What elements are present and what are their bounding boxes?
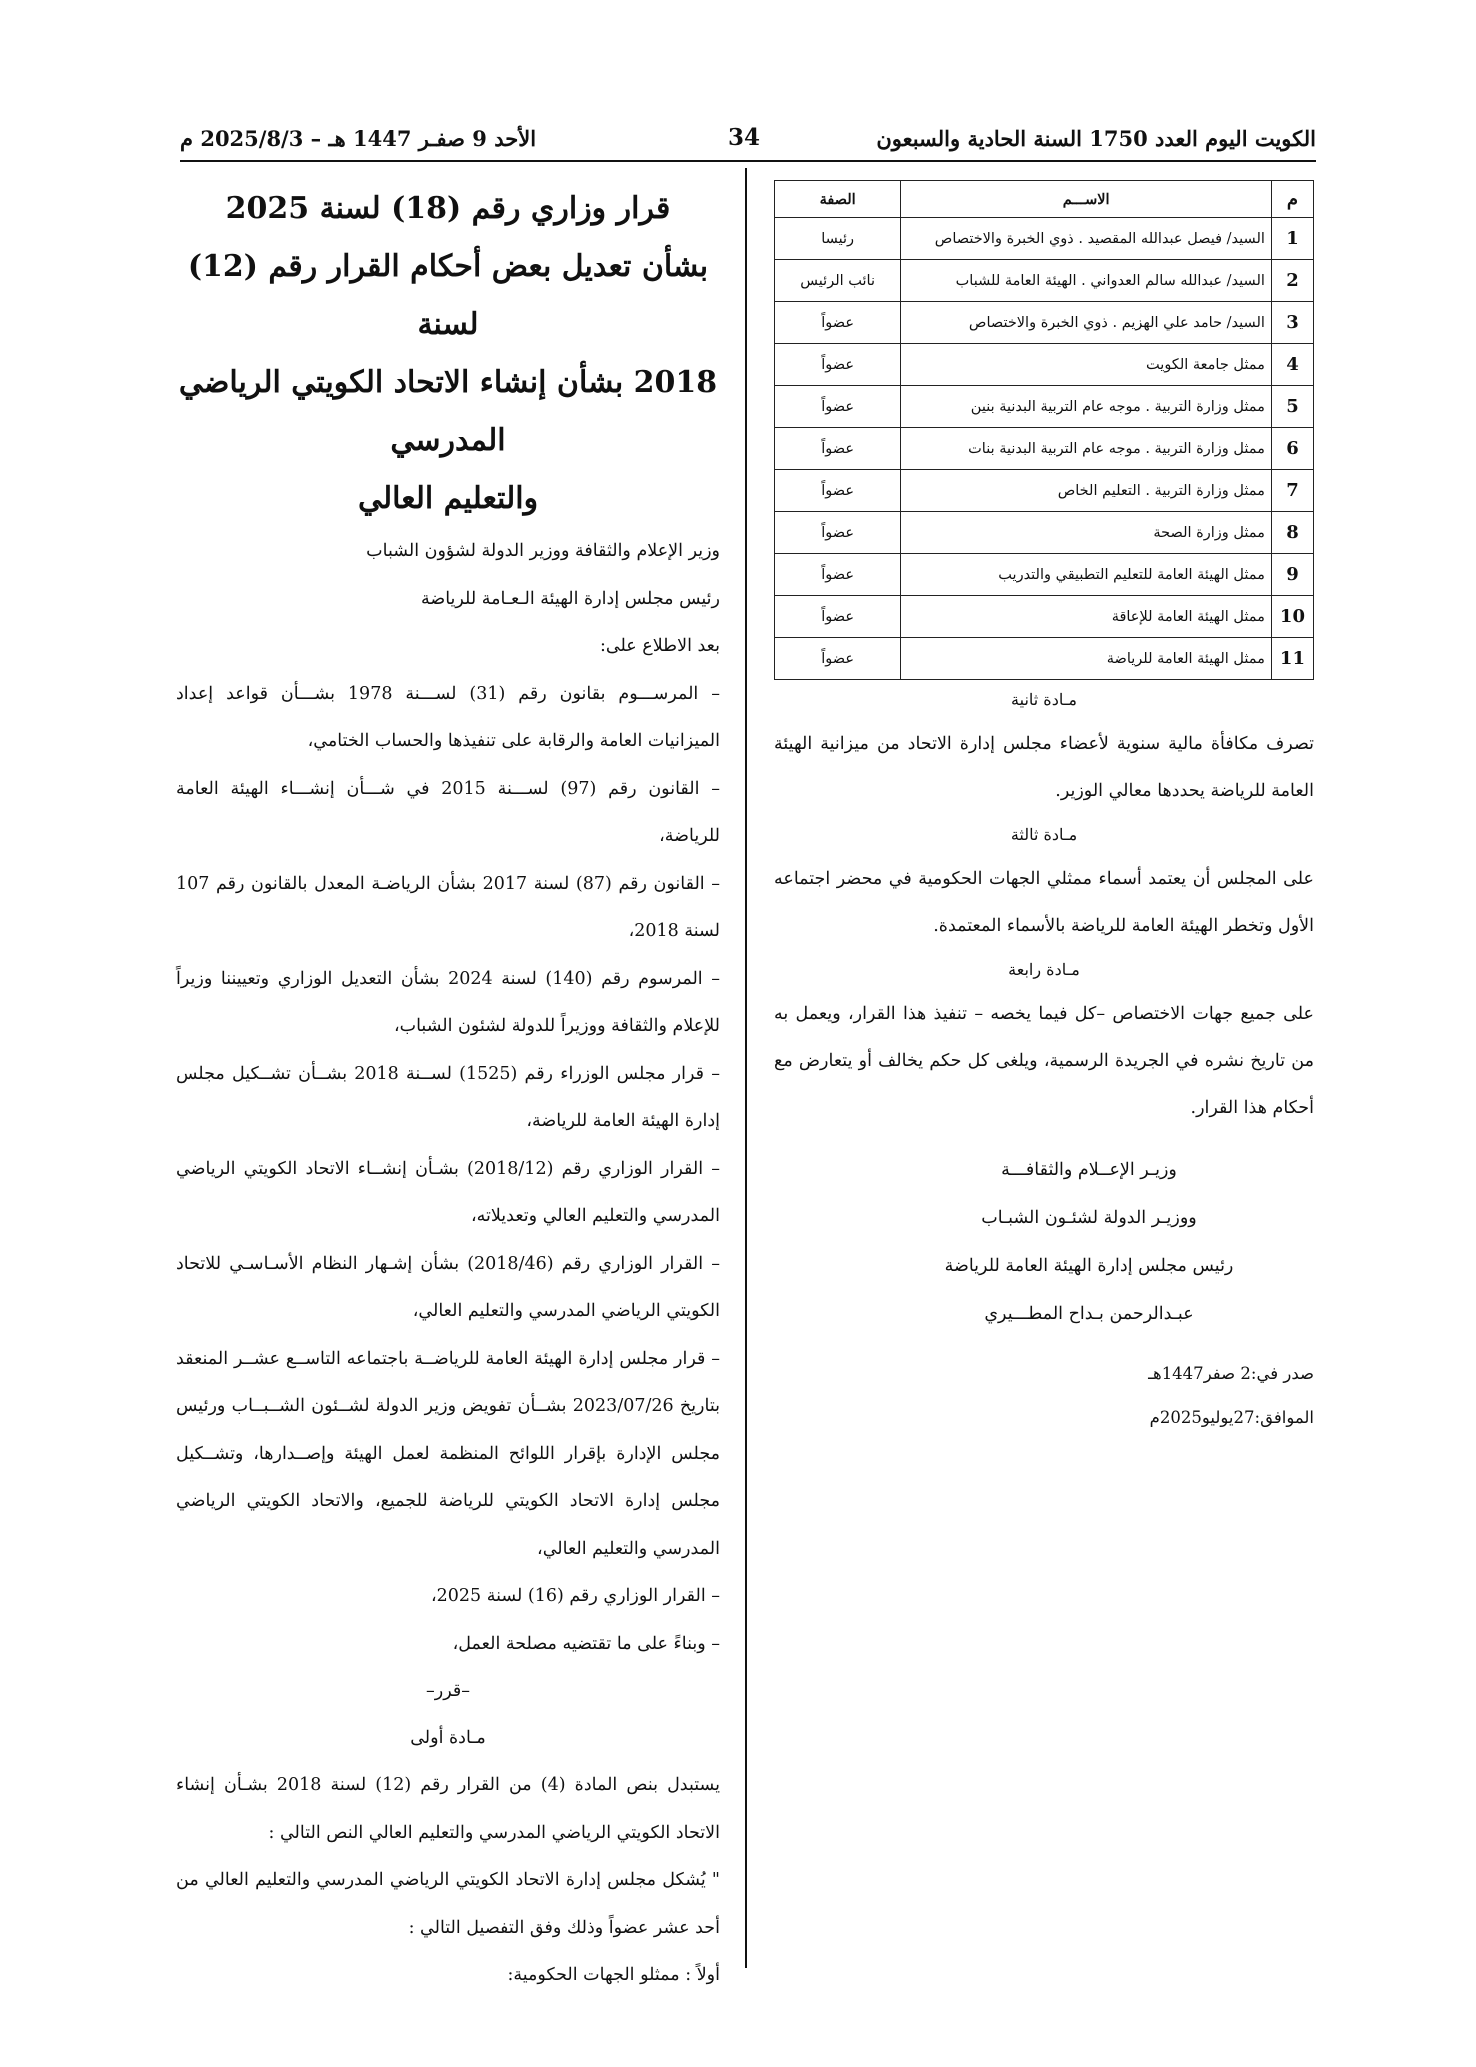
preamble-item: – القانون رقم (87) لسنة 2017 بشأن الرياضـة المعدل بالقانون رقم 107 لسنة 2018، <box>176 873 720 941</box>
row-role: عضواً <box>775 344 901 386</box>
publication-date: الأحد 9 صفـر 1447 هـ – 2025/8/3 م <box>180 126 537 151</box>
row-num: 2 <box>1271 260 1313 302</box>
issuer-line: رئيس مجلس إدارة الهيئة الـعـامة للرياضة <box>420 588 720 609</box>
preamble-item: – المرسوم رقم (140) لسنة 2024 بشأن التعديل الوزاري وتعييننا وزيراً للإعلام والثقافة ووزيراً للدولة لشئون الشباب، <box>176 968 721 1036</box>
table-row <box>775 512 1314 554</box>
row-role: رئيسا <box>775 218 901 260</box>
row-name: ممثل وزارة التربية . التعليم الخاص <box>901 470 1272 512</box>
row-role: نائب الرئيس <box>775 260 901 302</box>
row-num: 9 <box>1271 554 1313 596</box>
table-row <box>775 218 1314 260</box>
preamble-item: – القرار الوزاري رقم (2018/46) بشأن إشـهار النظام الأسـاسـي للاتحاد الكويتي الرياضي المدرسي والتعليم العالي، <box>176 1253 720 1321</box>
row-role: عضواً <box>775 386 901 428</box>
page-header <box>180 122 1316 158</box>
right-column <box>774 180 1314 1440</box>
table-header-row <box>775 181 1314 218</box>
preamble-item: – قرار مجلس إدارة الهيئة العامة للرياضــة باجتماعه التاســع عشــر المنعقد بتاريخ 2023/07/26 بشــأن تفويض وزير الدولة لشــئون الشــبــاب ورئيس مجلس الإدارة بإقرار اللوائح المنظمة لعمل الهيئة وإصــدارها، وتشــكيل مجلس إدارة الاتحاد الكويتي للرياضة للجميع، والاتحاد الكويتي الرياضي المدرسي والتعليم العالي، <box>176 1348 720 1559</box>
after-review: بعد الاطلاع على: <box>600 636 720 656</box>
table-row <box>775 554 1314 596</box>
table-row <box>775 470 1314 512</box>
header-rule <box>180 160 1316 162</box>
table-row <box>775 260 1314 302</box>
article1-quote: " يُشكل مجلس إدارة الاتحاد الكويتي الرياضي المدرسي والتعليم العالي من أحد عشر عضواً وذلك وفق التفصيل التالي : <box>176 1870 720 1938</box>
signatory-name: عبـدالرحمن بـداح المطـــيري <box>984 1304 1194 1324</box>
preamble-item: – القرار الوزاري رقم (16) لسنة 2025، <box>430 1586 720 1606</box>
signature-block <box>774 1146 1314 1338</box>
row-name: السيد/ عبدالله سالم العدواني . الهيئة العامة للشباب <box>901 260 1272 302</box>
decided-heading: –قرر– <box>426 1681 470 1701</box>
row-num: 8 <box>1271 512 1313 554</box>
row-role: عضواً <box>775 512 901 554</box>
table-row <box>775 638 1314 680</box>
row-num: 11 <box>1271 638 1313 680</box>
title-line: قرار وزاري رقم (18) لسنة 2025 <box>225 191 671 226</box>
signature-line: رئيس مجلس إدارة الهيئة العامة للرياضة <box>944 1256 1234 1276</box>
preamble-item: – المرســـوم بقانون رقم (31) لســـنة 1978 بشـــأن قواعد إعداد الميزانيات العامة والرقابة على تنفيذها والحساب الختامي، <box>176 683 720 751</box>
article4-text: على جميع جهات الاختصاص –كل فيما يخصه – تنفيذ هذا القرار، ويعمل به من تاريخ نشره في الجريدة الرسمية، ويلغى كل حكم يخالف أو يتعارض مع أحكام هذا القرار. <box>774 1004 1314 1118</box>
preamble-item: – قرار مجلس الوزراء رقم (1525) لســنة 2018 بشــأن تشــكيل مجلس إدارة الهيئة العامة للرياضة، <box>176 1063 720 1131</box>
preamble-item: – وبناءً على ما تقتضيه مصلحة العمل، <box>452 1633 720 1654</box>
row-num: 7 <box>1271 470 1313 512</box>
article4-title: مـادة رابعة <box>1008 960 1080 979</box>
row-num: 10 <box>1271 596 1313 638</box>
members-table <box>774 180 1314 680</box>
row-name: ممثل وزارة التربية . موجه عام التربية البدنية بنات <box>901 428 1272 470</box>
article1-title: مـادة أولى <box>410 1728 486 1748</box>
row-role: عضواً <box>775 596 901 638</box>
issue-date-block <box>774 1352 1314 1440</box>
row-name: ممثل وزارة الصحة <box>901 512 1272 554</box>
title-line: بشأن تعديل بعض أحكام القرار رقم (12) لسنة <box>187 249 709 342</box>
signature-line: ووزيـر الدولة لشئـون الشبـاب <box>981 1208 1197 1228</box>
issued-gregorian: الموافق:27يوليو2025م <box>1149 1408 1314 1427</box>
table-row <box>775 428 1314 470</box>
row-name: السيد/ حامد علي الهزيم . ذوي الخبرة والاختصاص <box>901 302 1272 344</box>
first-group-heading: أولاً : ممثلو الجهات الحكومية: <box>507 1965 720 1985</box>
article3-title: مـادة ثالثة <box>1010 825 1078 844</box>
issuer-line: وزير الإعلام والثقافة ووزير الدولة لشؤون الشباب <box>366 541 720 561</box>
row-num: 5 <box>1271 386 1313 428</box>
signature-line: وزيـر الإعــلام والثقافـــة <box>1001 1160 1177 1180</box>
issued-hijri: صدر في:2 صفر1447هـ <box>1148 1364 1314 1383</box>
article2-text: تصرف مكافأة مالية سنوية لأعضاء مجلس إدارة الاتحاد من ميزانية الهيئة العامة للرياضة يحددها معالي الوزير. <box>774 734 1314 801</box>
decree-title <box>176 180 720 528</box>
row-name: ممثل جامعة الكويت <box>901 344 1272 386</box>
preamble-item: – القرار الوزاري رقم (2018/12) بشـأن إنشــاء الاتحاد الكويتي الرياضي المدرسي والتعليم العالي وتعديلاته، <box>176 1158 720 1226</box>
row-role: عضواً <box>775 428 901 470</box>
header-role: الصفة <box>775 181 901 218</box>
title-line: والتعليم العالي <box>357 481 539 516</box>
row-num: 4 <box>1271 344 1313 386</box>
article2-title: مـادة ثانية <box>1011 690 1077 709</box>
row-role: عضواً <box>775 470 901 512</box>
row-name: ممثل الهيئة العامة للتعليم التطبيقي والتدريب <box>901 554 1272 596</box>
page-number: 34 <box>728 124 761 151</box>
row-name: ممثل الهيئة العامة للإعاقة <box>901 596 1272 638</box>
row-role: عضواً <box>775 554 901 596</box>
table-row <box>775 344 1314 386</box>
row-role: عضواً <box>775 302 901 344</box>
table-row <box>775 596 1314 638</box>
row-name: ممثل وزارة التربية . موجه عام التربية البدنية بنين <box>901 386 1272 428</box>
row-name: ممثل الهيئة العامة للرياضة <box>901 638 1272 680</box>
article1-text: يستبدل بنص المادة (4) من القرار رقم (12) لسنة 2018 بشـأن إنشاء الاتحاد الكويتي الرياضي المدرسي والتعليم العالي النص التالي : <box>176 1775 721 1843</box>
article3-text: على المجلس أن يعتمد أسماء ممثلي الجهات الحكومية في محضر اجتماعه الأول وتخطر الهيئة العامة للرياضة بالأسماء المعتمدة. <box>774 869 1314 936</box>
row-num: 1 <box>1271 218 1313 260</box>
title-line: 2018 بشأن إنشاء الاتحاد الكويتي الرياضي المدرسي <box>178 365 718 458</box>
row-role: عضواً <box>775 638 901 680</box>
table-row <box>775 302 1314 344</box>
row-num: 3 <box>1271 302 1313 344</box>
header-name: الاســـم <box>901 181 1272 218</box>
header-num: م <box>1271 181 1313 218</box>
row-name: السيد/ فيصل عبدالله المقصيد . ذوي الخبرة والاختصاص <box>901 218 1272 260</box>
table-row <box>775 386 1314 428</box>
row-num: 6 <box>1271 428 1313 470</box>
preamble-item: – القانون رقم (97) لســـنة 2015 في شـــأن إنشـــاء الهيئة العامة للرياضة، <box>176 778 720 846</box>
left-column <box>176 180 720 2000</box>
column-divider <box>745 168 747 1968</box>
gazette-issue: الكويت اليوم العدد 1750 السنة الحادية والسبعون <box>876 126 1316 151</box>
